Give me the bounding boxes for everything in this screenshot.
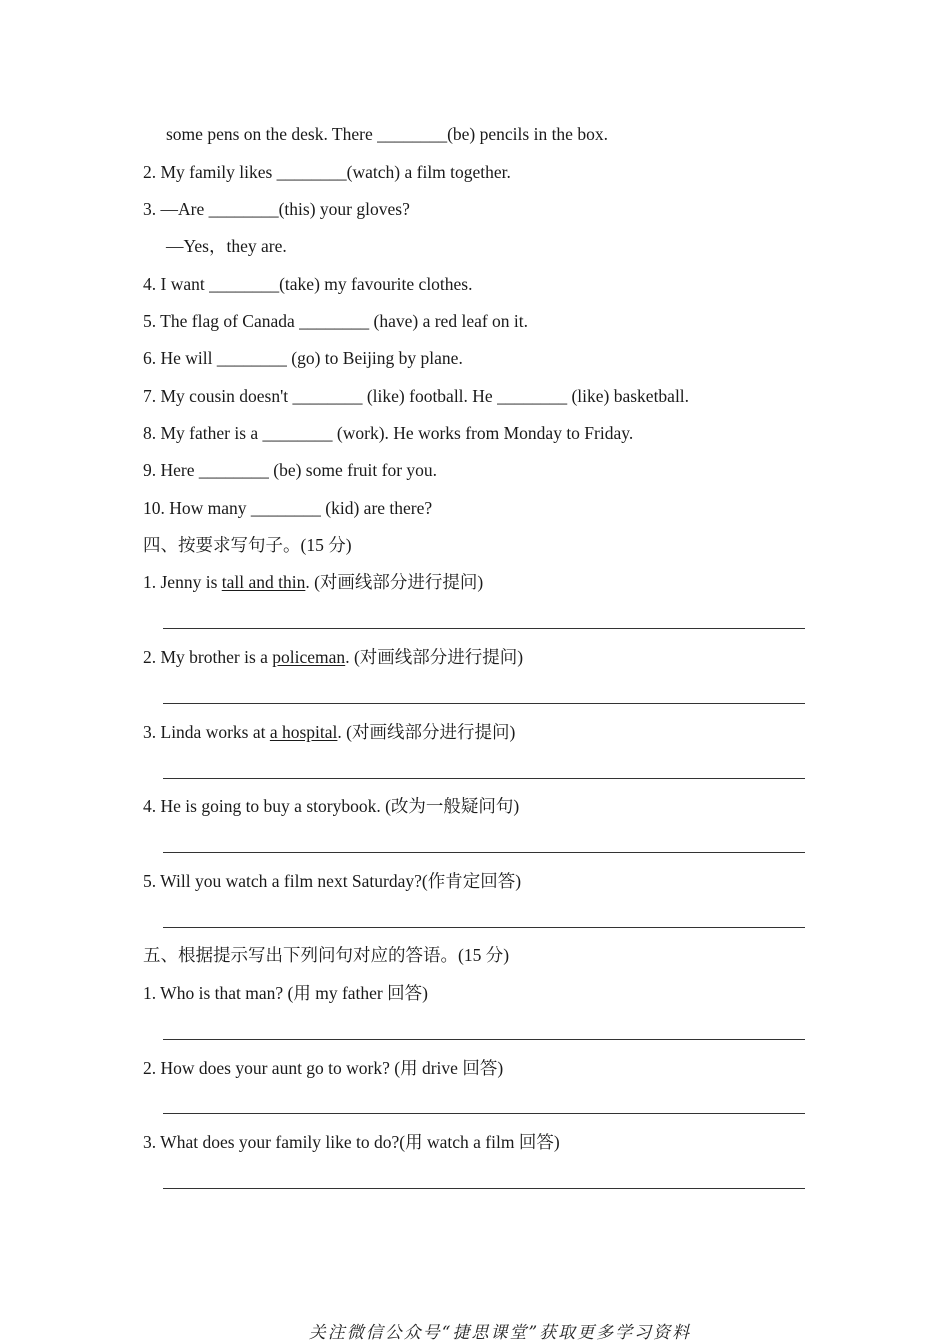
section3-question-5: 5. The flag of Canada ________ (have) a red leaf on it.: [143, 311, 529, 331]
section3-question-4: 4. I want ________(take) my favourite clothes.: [143, 274, 473, 294]
answer-line[interactable]: [163, 927, 805, 928]
section3-question-3-reply: —Yes，they are.: [166, 236, 287, 256]
section4-heading: 四、按要求写句子。(15 分): [143, 535, 352, 555]
answer-line[interactable]: [163, 1113, 805, 1114]
underlined-phrase: a hospital: [269, 722, 338, 742]
section4-question-1: 1. Jenny is tall and thin. (对画线部分进行提问): [143, 572, 484, 592]
answer-line[interactable]: [163, 1188, 805, 1189]
section3-continuation: some pens on the desk. There ________(be) pencils in the box.: [166, 124, 608, 144]
footer-watermark: 关注微信公众号“捷思课堂”获取更多学习资料: [308, 1323, 692, 1343]
section4-question-5: 5. Will you watch a film next Saturday?(作肯定回答): [143, 871, 522, 891]
section3-question-10: 10. How many ________ (kid) are there?: [143, 498, 433, 518]
underlined-phrase: policeman: [272, 647, 346, 667]
section3-question-3: 3. —Are ________(this) your gloves?: [143, 199, 410, 219]
answer-line[interactable]: [163, 703, 805, 704]
section3-question-6: 6. He will ________ (go) to Beijing by plane.: [143, 348, 463, 368]
answer-line[interactable]: [163, 1039, 805, 1040]
section3-question-7: 7. My cousin doesn't ________ (like) football. He ________ (like) basketball.: [143, 386, 690, 406]
answer-line[interactable]: [163, 628, 805, 629]
answer-line[interactable]: [163, 778, 805, 779]
underlined-phrase: tall and thin: [221, 572, 306, 592]
answer-line[interactable]: [163, 852, 805, 853]
section5-heading: 五、根据提示写出下列问句对应的答语。(15 分): [143, 945, 510, 965]
section4-question-3: 3. Linda works at a hospital. (对画线部分进行提问): [143, 722, 516, 742]
section3-question-2: 2. My family likes ________(watch) a film together.: [143, 162, 511, 182]
section3-question-8: 8. My father is a ________ (work). He works from Monday to Friday.: [143, 423, 634, 443]
section3-question-9: 9. Here ________ (be) some fruit for you.: [143, 460, 438, 480]
section5-question-1: 1. Who is that man? (用 my father 回答): [143, 983, 428, 1003]
section5-question-3: 3. What does your family like to do?(用 watch a film 回答): [143, 1132, 560, 1152]
section4-question-2: 2. My brother is a policeman. (对画线部分进行提问): [143, 647, 524, 667]
section4-question-4: 4. He is going to buy a storybook. (改为一般疑问句): [143, 796, 520, 816]
section5-question-2: 2. How does your aunt go to work? (用 drive 回答): [143, 1058, 504, 1078]
